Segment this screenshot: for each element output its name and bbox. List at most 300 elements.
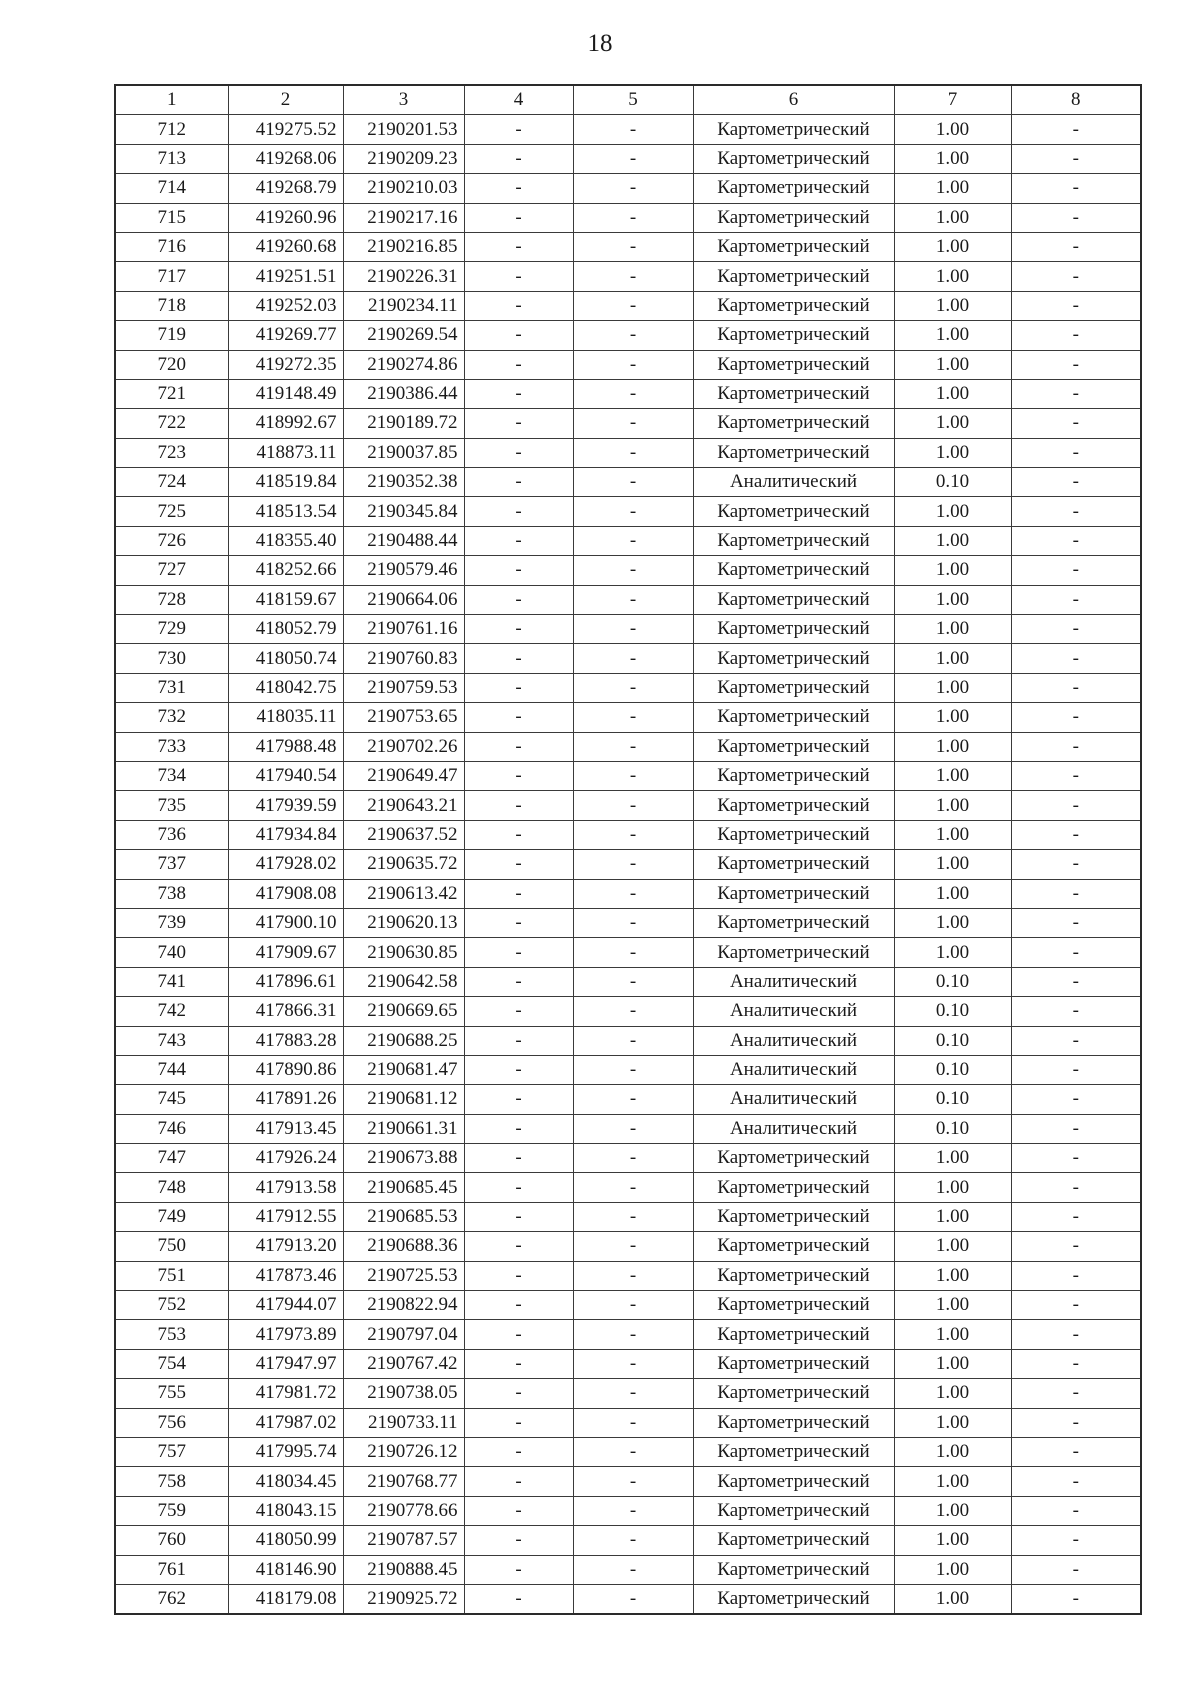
col-5-cell: - [573,409,693,438]
y-coordinate-cell: 2190620.13 [343,908,464,937]
col-8-cell: - [1011,262,1141,291]
col-8-cell: - [1011,1584,1141,1614]
y-coordinate-cell: 2190661.31 [343,1114,464,1143]
accuracy-cell: 1.00 [894,291,1011,320]
col-4-cell: - [464,232,573,261]
col-5-cell: - [573,997,693,1026]
header-cell-3: 3 [343,85,464,115]
x-coordinate-cell: 417909.67 [228,938,343,967]
accuracy-cell: 1.00 [894,791,1011,820]
method-cell: Картометрический [693,203,894,232]
method-cell: Картометрический [693,115,894,144]
col-8-cell: - [1011,938,1141,967]
point-number-cell: 736 [115,820,228,849]
col-4-cell: - [464,1026,573,1055]
col-4-cell: - [464,761,573,790]
x-coordinate-cell: 419260.68 [228,232,343,261]
accuracy-cell: 1.00 [894,203,1011,232]
point-number-cell: 753 [115,1320,228,1349]
method-cell: Картометрический [693,1349,894,1378]
accuracy-cell: 1.00 [894,703,1011,732]
y-coordinate-cell: 2190386.44 [343,379,464,408]
y-coordinate-cell: 2190669.65 [343,997,464,1026]
point-number-cell: 740 [115,938,228,967]
point-number-cell: 750 [115,1232,228,1261]
col-5-cell: - [573,673,693,702]
accuracy-cell: 0.10 [894,1055,1011,1084]
x-coordinate-cell: 417981.72 [228,1379,343,1408]
x-coordinate-cell: 418043.15 [228,1496,343,1525]
accuracy-cell: 1.00 [894,938,1011,967]
col-8-cell: - [1011,174,1141,203]
x-coordinate-cell: 417913.20 [228,1232,343,1261]
table-row [115,1526,1141,1555]
method-cell: Картометрический [693,791,894,820]
col-8-cell: - [1011,1320,1141,1349]
method-cell: Картометрический [693,379,894,408]
col-5-cell: - [573,1202,693,1231]
point-number-cell: 730 [115,644,228,673]
accuracy-cell: 1.00 [894,1496,1011,1525]
col-5-cell: - [573,1467,693,1496]
col-5-cell: - [573,615,693,644]
y-coordinate-cell: 2190613.42 [343,879,464,908]
table-row [115,908,1141,937]
col-4-cell: - [464,615,573,644]
col-8-cell: - [1011,879,1141,908]
table-row [115,1232,1141,1261]
y-coordinate-cell: 2190643.21 [343,791,464,820]
x-coordinate-cell: 417944.07 [228,1291,343,1320]
method-cell: Аналитический [693,468,894,497]
col-5-cell: - [573,1114,693,1143]
table-row [115,438,1141,467]
table-row [115,1379,1141,1408]
table-row [115,967,1141,996]
col-5-cell: - [573,144,693,173]
x-coordinate-cell: 417987.02 [228,1408,343,1437]
col-4-cell: - [464,820,573,849]
accuracy-cell: 1.00 [894,1173,1011,1202]
point-number-cell: 714 [115,174,228,203]
table-row [115,1349,1141,1378]
accuracy-cell: 1.00 [894,673,1011,702]
y-coordinate-cell: 2190738.05 [343,1379,464,1408]
point-number-cell: 747 [115,1144,228,1173]
col-5-cell: - [573,291,693,320]
col-5-cell: - [573,203,693,232]
table-row [115,879,1141,908]
method-cell: Картометрический [693,732,894,761]
col-8-cell: - [1011,1202,1141,1231]
col-5-cell: - [573,1173,693,1202]
method-cell: Картометрический [693,761,894,790]
method-cell: Картометрический [693,673,894,702]
col-4-cell: - [464,409,573,438]
method-cell: Картометрический [693,1261,894,1290]
col-5-cell: - [573,1055,693,1084]
col-8-cell: - [1011,1261,1141,1290]
col-5-cell: - [573,967,693,996]
x-coordinate-cell: 417973.89 [228,1320,343,1349]
y-coordinate-cell: 2190037.85 [343,438,464,467]
accuracy-cell: 1.00 [894,350,1011,379]
x-coordinate-cell: 418035.11 [228,703,343,732]
y-coordinate-cell: 2190189.72 [343,409,464,438]
x-coordinate-cell: 419268.06 [228,144,343,173]
col-4-cell: - [464,879,573,908]
point-number-cell: 755 [115,1379,228,1408]
point-number-cell: 757 [115,1437,228,1466]
y-coordinate-cell: 2190269.54 [343,321,464,350]
col-8-cell: - [1011,967,1141,996]
y-coordinate-cell: 2190637.52 [343,820,464,849]
col-4-cell: - [464,526,573,555]
col-5-cell: - [573,438,693,467]
y-coordinate-cell: 2190681.47 [343,1055,464,1084]
method-cell: Картометрический [693,1408,894,1437]
x-coordinate-cell: 418252.66 [228,556,343,585]
table-row [115,820,1141,849]
y-coordinate-cell: 2190733.11 [343,1408,464,1437]
col-8-cell: - [1011,232,1141,261]
accuracy-cell: 1.00 [894,879,1011,908]
col-8-cell: - [1011,997,1141,1026]
method-cell: Картометрический [693,1437,894,1466]
col-5-cell: - [573,379,693,408]
table-row [115,1085,1141,1114]
col-4-cell: - [464,350,573,379]
point-number-cell: 738 [115,879,228,908]
point-number-cell: 742 [115,997,228,1026]
accuracy-cell: 1.00 [894,585,1011,614]
accuracy-cell: 1.00 [894,1437,1011,1466]
col-4-cell: - [464,703,573,732]
x-coordinate-cell: 419268.79 [228,174,343,203]
col-4-cell: - [464,791,573,820]
col-4-cell: - [464,967,573,996]
point-number-cell: 761 [115,1555,228,1584]
x-coordinate-cell: 417913.45 [228,1114,343,1143]
y-coordinate-cell: 2190778.66 [343,1496,464,1525]
y-coordinate-cell: 2190234.11 [343,291,464,320]
table-row [115,1261,1141,1290]
method-cell: Картометрический [693,556,894,585]
point-number-cell: 744 [115,1055,228,1084]
header-row [115,85,1141,115]
col-4-cell: - [464,144,573,173]
header-cell-7: 7 [894,85,1011,115]
col-5-cell: - [573,262,693,291]
col-5-cell: - [573,321,693,350]
y-coordinate-cell: 2190767.42 [343,1349,464,1378]
point-number-cell: 724 [115,468,228,497]
col-8-cell: - [1011,321,1141,350]
col-5-cell: - [573,1496,693,1525]
col-4-cell: - [464,1114,573,1143]
method-cell: Картометрический [693,820,894,849]
point-number-cell: 734 [115,761,228,790]
y-coordinate-cell: 2190664.06 [343,585,464,614]
col-8-cell: - [1011,820,1141,849]
y-coordinate-cell: 2190702.26 [343,732,464,761]
point-number-cell: 737 [115,850,228,879]
method-cell: Картометрический [693,174,894,203]
method-cell: Картометрический [693,908,894,937]
accuracy-cell: 0.10 [894,1114,1011,1143]
x-coordinate-cell: 417866.31 [228,997,343,1026]
point-number-cell: 721 [115,379,228,408]
method-cell: Картометрический [693,144,894,173]
method-cell: Картометрический [693,291,894,320]
col-4-cell: - [464,438,573,467]
x-coordinate-cell: 419269.77 [228,321,343,350]
method-cell: Картометрический [693,850,894,879]
col-4-cell: - [464,1526,573,1555]
y-coordinate-cell: 2190210.03 [343,174,464,203]
x-coordinate-cell: 418050.74 [228,644,343,673]
col-8-cell: - [1011,1555,1141,1584]
x-coordinate-cell: 417873.46 [228,1261,343,1290]
point-number-cell: 743 [115,1026,228,1055]
x-coordinate-cell: 417926.24 [228,1144,343,1173]
col-4-cell: - [464,1496,573,1525]
table-row [115,174,1141,203]
y-coordinate-cell: 2190768.77 [343,1467,464,1496]
point-number-cell: 751 [115,1261,228,1290]
col-8-cell: - [1011,1173,1141,1202]
point-number-cell: 728 [115,585,228,614]
table-row [115,1173,1141,1202]
col-8-cell: - [1011,850,1141,879]
col-5-cell: - [573,1144,693,1173]
y-coordinate-cell: 2190649.47 [343,761,464,790]
col-4-cell: - [464,1055,573,1084]
method-cell: Картометрический [693,1232,894,1261]
col-4-cell: - [464,115,573,144]
accuracy-cell: 1.00 [894,1555,1011,1584]
col-8-cell: - [1011,291,1141,320]
table-row [115,761,1141,790]
accuracy-cell: 1.00 [894,1261,1011,1290]
y-coordinate-cell: 2190888.45 [343,1555,464,1584]
col-4-cell: - [464,1584,573,1614]
accuracy-cell: 1.00 [894,1291,1011,1320]
col-4-cell: - [464,1291,573,1320]
header-cell-5: 5 [573,85,693,115]
accuracy-cell: 1.00 [894,1202,1011,1231]
y-coordinate-cell: 2190216.85 [343,232,464,261]
y-coordinate-cell: 2190201.53 [343,115,464,144]
col-4-cell: - [464,174,573,203]
col-4-cell: - [464,850,573,879]
point-number-cell: 713 [115,144,228,173]
col-5-cell: - [573,1408,693,1437]
y-coordinate-cell: 2190209.23 [343,144,464,173]
x-coordinate-cell: 417908.08 [228,879,343,908]
x-coordinate-cell: 418042.75 [228,673,343,702]
col-8-cell: - [1011,1144,1141,1173]
method-cell: Аналитический [693,1114,894,1143]
x-coordinate-cell: 418052.79 [228,615,343,644]
col-5-cell: - [573,1291,693,1320]
accuracy-cell: 0.10 [894,967,1011,996]
table-row [115,1144,1141,1173]
y-coordinate-cell: 2190753.65 [343,703,464,732]
x-coordinate-cell: 419275.52 [228,115,343,144]
accuracy-cell: 1.00 [894,644,1011,673]
point-number-cell: 731 [115,673,228,702]
col-4-cell: - [464,1261,573,1290]
method-cell: Картометрический [693,497,894,526]
x-coordinate-cell: 417947.97 [228,1349,343,1378]
col-8-cell: - [1011,497,1141,526]
x-coordinate-cell: 419148.49 [228,379,343,408]
y-coordinate-cell: 2190352.38 [343,468,464,497]
col-4-cell: - [464,1320,573,1349]
col-5-cell: - [573,350,693,379]
table-row [115,409,1141,438]
point-number-cell: 729 [115,615,228,644]
method-cell: Картометрический [693,321,894,350]
col-4-cell: - [464,1232,573,1261]
method-cell: Картометрический [693,350,894,379]
point-number-cell: 739 [115,908,228,937]
col-8-cell: - [1011,409,1141,438]
method-cell: Картометрический [693,1144,894,1173]
table-body [115,115,1141,1614]
col-5-cell: - [573,1349,693,1378]
col-8-cell: - [1011,1055,1141,1084]
col-4-cell: - [464,468,573,497]
table-row [115,1291,1141,1320]
method-cell: Картометрический [693,1202,894,1231]
accuracy-cell: 0.10 [894,1026,1011,1055]
col-8-cell: - [1011,732,1141,761]
col-4-cell: - [464,1408,573,1437]
x-coordinate-cell: 418050.99 [228,1526,343,1555]
table-header [115,85,1141,115]
col-8-cell: - [1011,203,1141,232]
header-cell-6: 6 [693,85,894,115]
accuracy-cell: 1.00 [894,409,1011,438]
accuracy-cell: 1.00 [894,1584,1011,1614]
col-4-cell: - [464,585,573,614]
point-number-cell: 723 [115,438,228,467]
method-cell: Картометрический [693,644,894,673]
col-4-cell: - [464,556,573,585]
method-cell: Картометрический [693,1467,894,1496]
method-cell: Картометрический [693,615,894,644]
y-coordinate-cell: 2190630.85 [343,938,464,967]
page-number: 18 [587,30,613,57]
col-8-cell: - [1011,1026,1141,1055]
accuracy-cell: 0.10 [894,468,1011,497]
x-coordinate-cell: 419251.51 [228,262,343,291]
y-coordinate-cell: 2190726.12 [343,1437,464,1466]
x-coordinate-cell: 418179.08 [228,1584,343,1614]
x-coordinate-cell: 417900.10 [228,908,343,937]
table-row [115,115,1141,144]
point-number-cell: 726 [115,526,228,555]
col-5-cell: - [573,556,693,585]
col-8-cell: - [1011,615,1141,644]
point-number-cell: 745 [115,1085,228,1114]
accuracy-cell: 1.00 [894,850,1011,879]
x-coordinate-cell: 417988.48 [228,732,343,761]
point-number-cell: 760 [115,1526,228,1555]
col-4-cell: - [464,673,573,702]
accuracy-cell: 1.00 [894,820,1011,849]
x-coordinate-cell: 417928.02 [228,850,343,879]
col-4-cell: - [464,203,573,232]
table-row [115,997,1141,1026]
table-row [115,703,1141,732]
point-number-cell: 725 [115,497,228,526]
point-number-cell: 733 [115,732,228,761]
accuracy-cell: 1.00 [894,438,1011,467]
point-number-cell: 741 [115,967,228,996]
table-row [115,1555,1141,1584]
table-row [115,1114,1141,1143]
col-8-cell: - [1011,1085,1141,1114]
accuracy-cell: 1.00 [894,556,1011,585]
col-8-cell: - [1011,1349,1141,1378]
col-5-cell: - [573,761,693,790]
col-4-cell: - [464,644,573,673]
col-5-cell: - [573,468,693,497]
point-number-cell: 748 [115,1173,228,1202]
method-cell: Аналитический [693,967,894,996]
table-row [115,850,1141,879]
x-coordinate-cell: 419260.96 [228,203,343,232]
point-number-cell: 758 [115,1467,228,1496]
col-5-cell: - [573,1085,693,1114]
y-coordinate-cell: 2190673.88 [343,1144,464,1173]
col-5-cell: - [573,497,693,526]
x-coordinate-cell: 417934.84 [228,820,343,849]
col-8-cell: - [1011,673,1141,702]
col-8-cell: - [1011,908,1141,937]
table-row [115,1055,1141,1084]
y-coordinate-cell: 2190642.58 [343,967,464,996]
col-8-cell: - [1011,1408,1141,1437]
col-8-cell: - [1011,556,1141,585]
y-coordinate-cell: 2190681.12 [343,1085,464,1114]
col-8-cell: - [1011,1291,1141,1320]
accuracy-cell: 0.10 [894,1085,1011,1114]
method-cell: Картометрический [693,1173,894,1202]
method-cell: Картометрический [693,585,894,614]
col-8-cell: - [1011,761,1141,790]
y-coordinate-cell: 2190759.53 [343,673,464,702]
table-row [115,1584,1141,1614]
point-number-cell: 762 [115,1584,228,1614]
col-8-cell: - [1011,144,1141,173]
col-8-cell: - [1011,1379,1141,1408]
y-coordinate-cell: 2190685.45 [343,1173,464,1202]
col-5-cell: - [573,1437,693,1466]
col-4-cell: - [464,1555,573,1584]
y-coordinate-cell: 2190579.46 [343,556,464,585]
method-cell: Аналитический [693,997,894,1026]
point-number-cell: 756 [115,1408,228,1437]
x-coordinate-cell: 417912.55 [228,1202,343,1231]
point-number-cell: 722 [115,409,228,438]
x-coordinate-cell: 417995.74 [228,1437,343,1466]
col-4-cell: - [464,1144,573,1173]
table-row [115,1408,1141,1437]
